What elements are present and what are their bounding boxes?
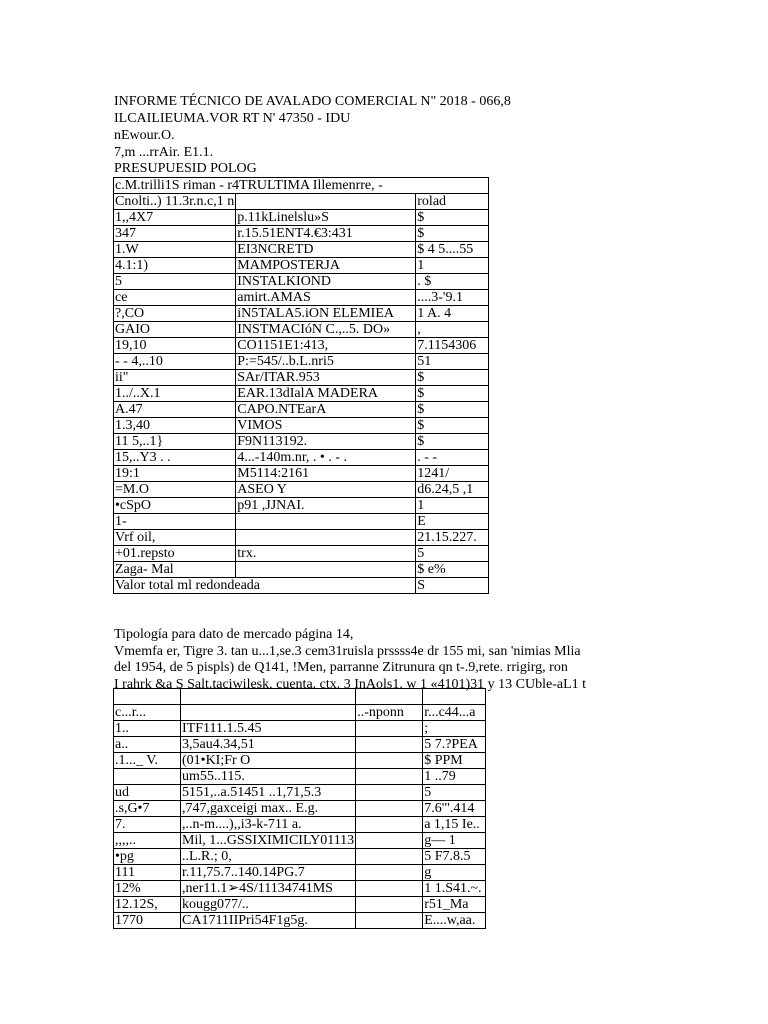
paragraph-line-3: del 1954, de 5 pispls) de Q141, !Men, parranne Zitrunura qn t-.9,rete. rrigirg, ron <box>114 660 568 675</box>
table-cell: Vrf oil, <box>114 530 236 546</box>
table-row <box>114 705 486 721</box>
table-cell: . - - <box>416 450 489 466</box>
table-cell: A.47 <box>114 402 236 418</box>
table-row <box>114 242 489 258</box>
table-cell: $ 4 5....55 <box>416 242 489 258</box>
table-cell: $ <box>416 418 489 434</box>
table-cell: =M.O <box>114 482 236 498</box>
table-cell: a 1,15 Ie.. <box>423 817 486 833</box>
table-cell: MAMPOSTERJA <box>236 258 416 274</box>
table-cell: c...r... <box>114 705 181 721</box>
table-row <box>114 514 489 530</box>
table-cell: $ PPM <box>423 753 486 769</box>
table-row <box>114 402 489 418</box>
table-cell: p91 ,JJNAI. <box>236 498 416 514</box>
table-row <box>114 418 489 434</box>
table-cell: 1 1.S41.~. <box>423 881 486 897</box>
table-cell: 11 5,..1} <box>114 434 236 450</box>
table-cell: 5 7.?PEA <box>423 737 486 753</box>
table-cell: g— 1 <box>423 833 486 849</box>
table-cell: 7. <box>114 817 181 833</box>
table-cell: 51 <box>416 354 489 370</box>
table-cell: 7.1154306 <box>416 338 489 354</box>
table-cell: .s,G•7 <box>114 801 181 817</box>
total-label: Valor total ml redondeada <box>114 578 416 594</box>
section-title: PRESUPUESID POLOG <box>114 161 257 176</box>
table-cell <box>181 705 356 721</box>
table-cell: 1 ..79 <box>423 769 486 785</box>
table-cell: r.11,75.7..140.14PG.7 <box>181 865 356 881</box>
table-row <box>114 322 489 338</box>
table-cell: 1 <box>416 498 489 514</box>
table-cell: ASEO Y <box>236 482 416 498</box>
table-cell: ,ner11.1➢4S/11134741MS <box>181 881 356 897</box>
table-row <box>114 226 489 242</box>
table-row <box>114 562 489 578</box>
table-cell: (01•KI;Fr O <box>181 753 356 769</box>
table-cell: 5 F7.8.5 <box>423 849 486 865</box>
table-row <box>114 689 486 705</box>
table-cell: 19,10 <box>114 338 236 354</box>
table-row <box>114 546 489 562</box>
table-cell: g <box>423 865 486 881</box>
table-row <box>114 290 489 306</box>
table-cell: Cnolti..) 11.3r.n.c,1 n <box>115 194 235 209</box>
paragraph-line-1: Tipología para dato de mercado página 14, <box>114 627 354 642</box>
market-data-table <box>113 688 486 929</box>
table-cell: 4...-140m.nr, . • . - . <box>236 450 416 466</box>
table-cell: $ <box>416 370 489 386</box>
table-row <box>114 753 486 769</box>
table-cell: amirt.AMAS <box>236 290 416 306</box>
table-row <box>114 897 486 913</box>
table-cell: •cSpO <box>114 498 236 514</box>
table-row <box>114 370 489 386</box>
table-cell <box>114 769 181 785</box>
table-cell: •pg <box>114 849 181 865</box>
table-header-cell: c.M.trilli1S riman - r4TRULTIMA Illemenrre, - <box>114 178 489 194</box>
table-cell: VIMOS <box>236 418 416 434</box>
table-cell: $ e% <box>416 562 489 578</box>
table-cell: 1770 <box>114 913 181 929</box>
table-row <box>114 498 489 514</box>
table-cell: - - 4,..10 <box>114 354 236 370</box>
budget-table <box>113 177 489 594</box>
table-cell: ..-nponn <box>356 705 423 721</box>
table-cell: ; <box>423 721 486 737</box>
table-cell: d6.24,5 ,1 <box>416 482 489 498</box>
header-line-3: nEwour.O. <box>114 128 175 143</box>
table-cell <box>114 689 181 705</box>
table-row <box>114 210 489 226</box>
table-cell: 7.6'".414 <box>423 801 486 817</box>
table-cell: E....w,aa. <box>423 913 486 929</box>
table-cell: rolad <box>416 194 489 210</box>
table-cell: 1.. <box>114 721 181 737</box>
table-cell: ?,CO <box>114 306 236 322</box>
table-cell: 1 <box>416 258 489 274</box>
table-row <box>114 386 489 402</box>
table-cell <box>356 721 423 737</box>
table-cell: ,747,gaxceigi max.. E.g. <box>181 801 356 817</box>
table-cell <box>356 881 423 897</box>
table-cell: 21.15.227. <box>416 530 489 546</box>
table-cell: CAPO.NTEarA <box>236 402 416 418</box>
table-row <box>114 450 489 466</box>
table-cell: $ <box>416 434 489 450</box>
table-cell: a.. <box>114 737 181 753</box>
table-cell: SAr/ITAR.953 <box>236 370 416 386</box>
table-cell: iN5TALA5.iON ELEMIEA <box>236 306 416 322</box>
table-row <box>114 881 486 897</box>
table-cell: +01.repsto <box>114 546 236 562</box>
table-row <box>114 785 486 801</box>
table-row <box>114 721 486 737</box>
table-total-row <box>114 578 489 594</box>
table-cell <box>236 562 416 578</box>
table-cell: 19:1 <box>114 466 236 482</box>
header-line-4: 7,m ...rrAir. E1.1. <box>114 145 214 160</box>
table-cell: F9N113192. <box>236 434 416 450</box>
table-cell <box>356 785 423 801</box>
table-row <box>114 849 486 865</box>
table-cell: Zaga- Mal <box>114 562 236 578</box>
table-cell: Mil, 1...GSSIXIMICILY01113 <box>182 833 355 848</box>
table-cell: um55..115. <box>181 769 356 785</box>
table-cell: 5151,..a.51451 ..1,71,5.3 <box>181 785 356 801</box>
table-cell: . $ <box>416 274 489 290</box>
table-cell <box>356 849 423 865</box>
table-cell <box>356 817 423 833</box>
table-cell <box>423 689 486 705</box>
table-row <box>114 817 486 833</box>
table-row <box>114 482 489 498</box>
table-cell: $ <box>416 210 489 226</box>
table-row <box>114 306 489 322</box>
table-cell <box>356 689 423 705</box>
table-cell: 3,5au4.34,51 <box>181 737 356 753</box>
paragraph-line-4: I rahrk &a S Salt.taciwilesk. cuenta. ctx. 3 InAols1. w 1 «4101)31 y 13 CUble-aL1 t <box>114 677 587 692</box>
table-cell <box>356 897 423 913</box>
table-cell: INSTALKIOND <box>236 274 416 290</box>
table-cell <box>356 737 423 753</box>
table-cell <box>356 801 423 817</box>
table-row <box>114 434 489 450</box>
table-cell: E <box>416 514 489 530</box>
table-cell: ud <box>114 785 181 801</box>
table-cell: r...c44...a <box>423 705 486 721</box>
table-cell: 111 <box>114 865 181 881</box>
table-cell: 5 <box>416 546 489 562</box>
table-header-row <box>114 178 489 194</box>
table-cell: $ <box>416 386 489 402</box>
table-row <box>114 194 489 210</box>
table-row <box>114 913 486 929</box>
table-cell: 1.W <box>114 242 236 258</box>
table-cell: CO1151E1:413, <box>236 338 416 354</box>
table-cell: 1241/ <box>416 466 489 482</box>
table-cell <box>236 194 416 210</box>
table-cell: ..L.R.; 0, <box>181 849 356 865</box>
table-cell: P:=545/..b.L.nri5 <box>236 354 416 370</box>
table-row <box>114 865 486 881</box>
table-cell: 15,..Y3 . . <box>114 450 236 466</box>
table-cell: 4.1:1) <box>114 258 236 274</box>
table-cell: CA1711IIPri54F1g5g. <box>181 913 356 929</box>
table-cell: GAIO <box>114 322 236 338</box>
table-cell <box>236 514 416 530</box>
table-cell: r.15.51ENT4.€3:431 <box>236 226 416 242</box>
table-cell: 5 <box>114 274 236 290</box>
table-cell: ii" <box>114 370 236 386</box>
table-row <box>114 338 489 354</box>
table-cell: 12% <box>114 881 181 897</box>
table-cell: $ <box>416 402 489 418</box>
table-cell: ,,,,.. <box>114 833 181 849</box>
table-cell: M5114:2161 <box>236 466 416 482</box>
table-cell: ....3-'9.1 <box>416 290 489 306</box>
report-subtitle: ILCAILIEUMA.VOR RT N' 47350 - IDU <box>114 111 351 126</box>
table-cell: EI3NCRETD <box>236 242 416 258</box>
table-cell: ITF111.1.5.45 <box>181 721 356 737</box>
table-cell: 1,,4X7 <box>114 210 236 226</box>
table-cell <box>181 689 356 705</box>
table-cell: INSTMACIóN C.,..5. DO» <box>236 322 416 338</box>
table-cell: $ <box>416 226 489 242</box>
total-value: S <box>416 578 489 594</box>
table-cell: 1.3,40 <box>114 418 236 434</box>
table-row <box>114 801 486 817</box>
table-cell: 1- <box>114 514 236 530</box>
table-row <box>114 354 489 370</box>
table-cell: 1 A. 4 <box>416 306 489 322</box>
table-row <box>114 530 489 546</box>
table-row <box>114 833 486 849</box>
table-cell: 5 <box>423 785 486 801</box>
table-cell <box>236 530 416 546</box>
table-cell: p.11kLinelslu»S <box>236 210 416 226</box>
table-cell: EAR.13dIalA MADERA <box>236 386 416 402</box>
table-cell: 347 <box>114 226 236 242</box>
table-cell <box>356 833 423 849</box>
table-cell: trx. <box>236 546 416 562</box>
table-cell: ce <box>114 290 236 306</box>
table-row <box>114 258 489 274</box>
report-title: INFORME TÉCNICO DE AVALADO COMERCIAL N" 2018 - 066,8 <box>114 94 511 109</box>
table-cell: 1../..X.1 <box>114 386 236 402</box>
table-cell: , <box>416 322 489 338</box>
table-row <box>114 737 486 753</box>
table-row <box>114 466 489 482</box>
table-cell <box>356 769 423 785</box>
table-row <box>114 769 486 785</box>
table-cell: .1..._ V. <box>114 753 181 769</box>
table-cell: kougg077/.. <box>181 897 356 913</box>
table-row <box>114 274 489 290</box>
table-cell <box>356 753 423 769</box>
table-cell: r51_Ma <box>423 897 486 913</box>
paragraph-line-2: Vmemfa er, Tigre 3. tan u...1,se.3 cem31ruisla prssss4e dr 155 mi, san 'nimias Mlia <box>114 644 581 659</box>
table-cell: 12.12S, <box>114 897 181 913</box>
table-cell: ,..n-m....),,i3-k-711 a. <box>181 817 356 833</box>
table-cell <box>356 865 423 881</box>
table-cell <box>356 913 423 929</box>
